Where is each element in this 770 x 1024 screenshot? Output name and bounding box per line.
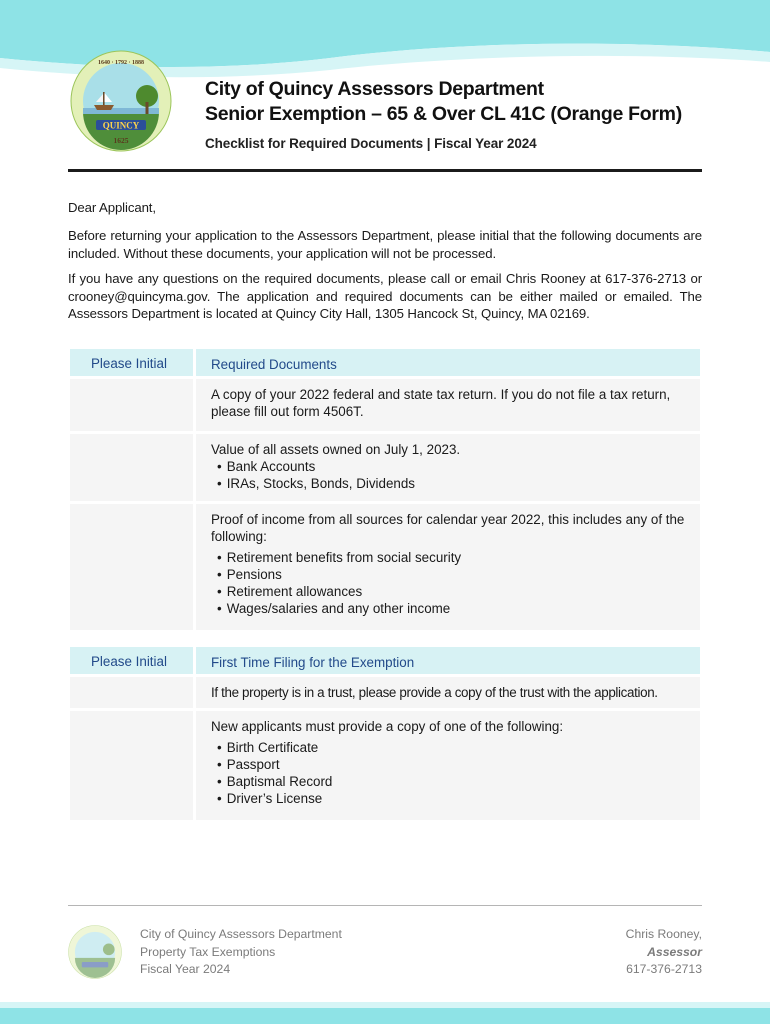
assets-intro: Value of all assets owned on July 1, 2023. — [211, 442, 461, 457]
document-header — [205, 77, 682, 151]
income-requirement — [196, 504, 700, 630]
initial-box[interactable] — [70, 434, 193, 501]
list-item: • IRAs, Stocks, Bonds, Dividends — [211, 475, 686, 492]
table-header-row — [70, 349, 700, 376]
list-item: • Retirement benefits from social security — [211, 549, 686, 566]
required-documents-table — [70, 349, 700, 633]
table-header-title: Required Documents — [196, 349, 700, 376]
table-row — [70, 379, 700, 431]
table-row — [70, 677, 700, 708]
table-header-title: First Time Filing for the Exemption — [196, 647, 700, 674]
assessor-role: Assessor — [647, 944, 702, 959]
footer-divider — [68, 905, 702, 906]
bottom-band — [0, 1008, 770, 1024]
table-row — [70, 504, 700, 630]
contact-paragraph: If you have any questions on the required documents, please call or email Chris Rooney at 617-376-2713 or crooney@quincyma.gov. The application and required documents can be either mailed or emailed. The Assessors Department is located at Quincy City Hall, 1305 Hancock St, Quincy, MA 02169. — [68, 271, 702, 321]
page-subtitle: Checklist for Required Documents | Fiscal Year 2024 — [205, 136, 537, 151]
footer-contact-info — [626, 926, 702, 979]
initial-box[interactable] — [70, 504, 193, 630]
trust-requirement: If the property is in a trust, please provide a copy of the trust with the application. — [196, 677, 700, 708]
initial-box[interactable] — [70, 711, 193, 820]
footer-line: Property Tax Exemptions — [140, 944, 276, 959]
list-item: • Bank Accounts — [211, 458, 686, 475]
please-initial-label: Please Initial — [70, 349, 193, 376]
footer-line: Fiscal Year 2024 — [140, 962, 231, 976]
footer-line: City of Quincy Assessors Department — [140, 927, 342, 941]
please-initial-label: Please Initial — [70, 647, 193, 674]
list-item: • Driver’s License — [211, 790, 686, 807]
initial-box[interactable] — [70, 379, 193, 431]
income-intro: Proof of income from all sources for calendar year 2022, this includes any of the following: — [211, 512, 685, 544]
footer-seal-logo — [68, 925, 122, 979]
seal-banner-text: QUINCY — [102, 120, 140, 131]
list-item: • Pensions — [211, 566, 686, 583]
list-item: • Baptismal Record — [211, 773, 686, 790]
initial-box[interactable] — [70, 677, 193, 708]
identity-intro: New applicants must provide a copy of one of the following: — [211, 719, 564, 734]
page-title-line2: Senior Exemption – 65 & Over CL 41C (Orange Form) — [205, 103, 682, 125]
assessor-name: Chris Rooney, — [625, 927, 702, 941]
assets-requirement — [196, 434, 700, 501]
list-item: • Retirement allowances — [211, 583, 686, 600]
list-item: • Birth Certificate — [211, 739, 686, 756]
city-seal-logo — [70, 50, 172, 152]
seal-top-text: 1640 · 1792 · 1888 — [97, 60, 145, 66]
tax-return-requirement: A copy of your 2022 federal and state tax return. If you do not file a tax return, please fill out form 4506T. — [196, 379, 700, 431]
greeting-text: Dear Applicant, — [68, 200, 156, 215]
footer-department-info — [140, 926, 342, 979]
instruction-paragraph: Before returning your application to the Assessors Department, please initial that the following documents are included. Without these documents, your application will not be processed. — [68, 228, 702, 261]
table-header-row — [70, 647, 700, 674]
header-divider — [68, 169, 702, 172]
table-row — [70, 434, 700, 501]
list-item: • Wages/salaries and any other income — [211, 600, 686, 617]
assessor-phone: 617-376-2713 — [626, 962, 702, 976]
list-item: • Passport — [211, 756, 686, 773]
seal-year-text: 1625 — [113, 136, 129, 145]
page-title-line1: City of Quincy Assessors Department — [205, 78, 544, 100]
identity-requirement — [196, 711, 700, 820]
first-time-filing-table — [70, 647, 700, 823]
table-row — [70, 711, 700, 820]
